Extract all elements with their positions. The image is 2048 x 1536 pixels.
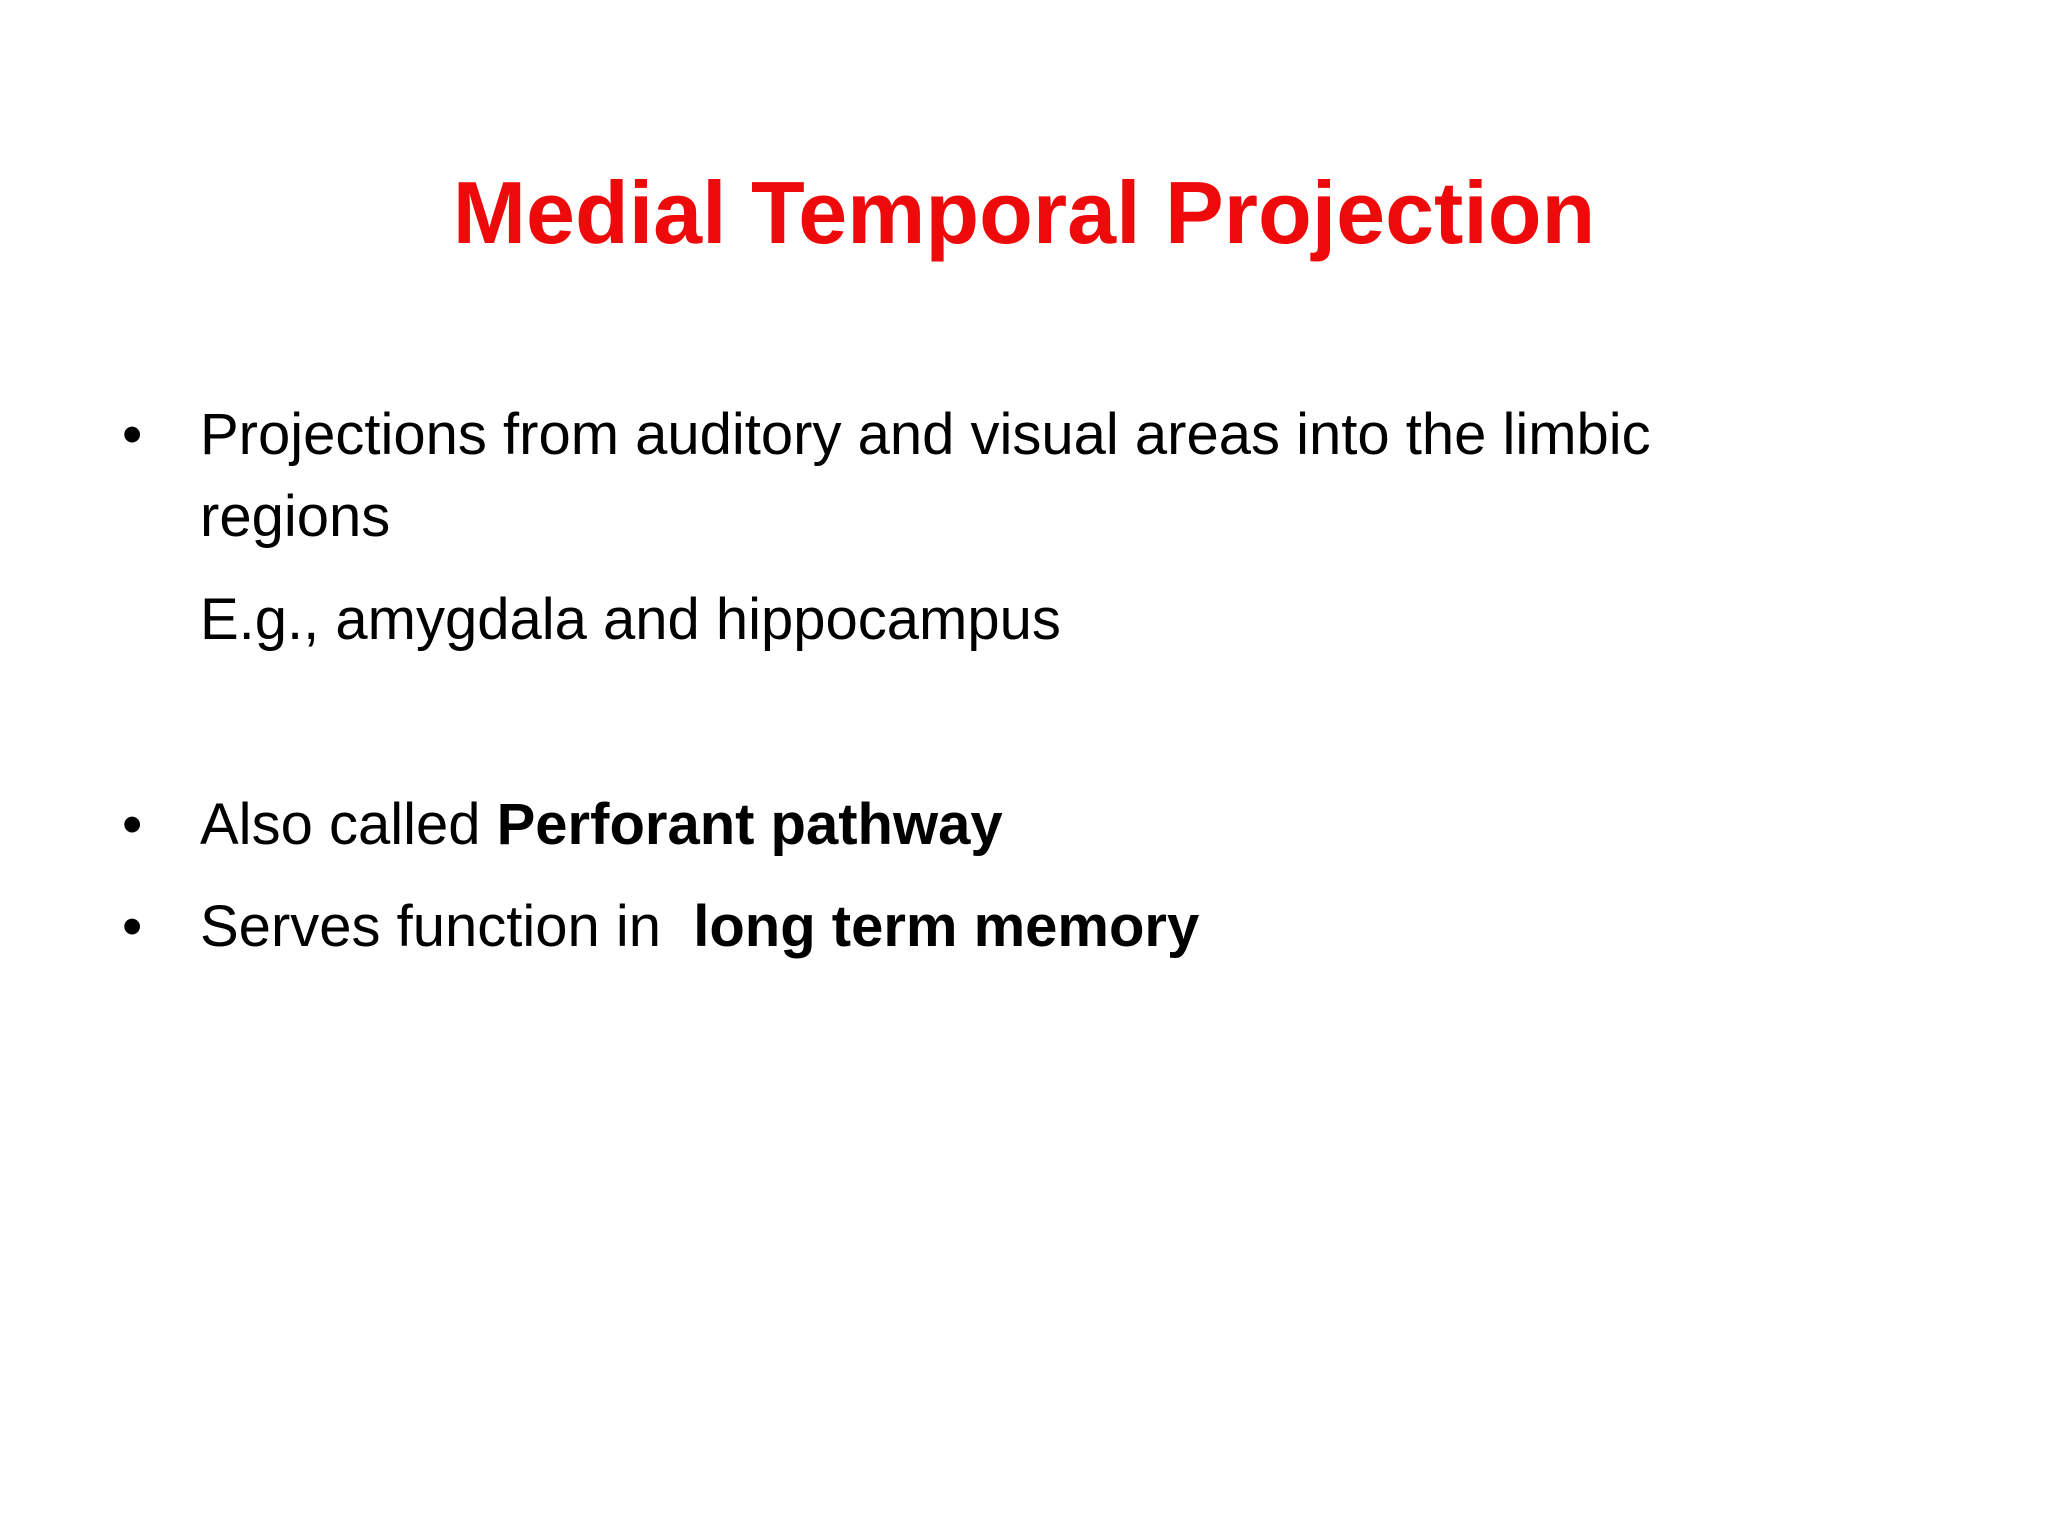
bullet-2-prefix: Also called <box>200 792 497 857</box>
bullet-3-prefix: Serves function in <box>200 894 694 959</box>
bullet-2-emphasis: Perforant pathway <box>496 792 1003 857</box>
bullet-2 <box>200 784 1003 866</box>
bullet-marker: • <box>122 402 143 467</box>
bullet-1-subtext: E.g., amygdala and hippocampus <box>200 587 1061 652</box>
bullet-1-line-2: regions <box>200 484 391 549</box>
bullet-marker: • <box>122 894 143 959</box>
bullet-3-emphasis: long term memory <box>693 894 1200 959</box>
slide-title: Medial Temporal Projection <box>452 163 1596 262</box>
bullet-3 <box>200 886 1199 968</box>
bullet-marker: • <box>122 792 143 857</box>
bullet-1-line-1: Projections from auditory and visual areas into the limbic <box>200 402 1651 467</box>
